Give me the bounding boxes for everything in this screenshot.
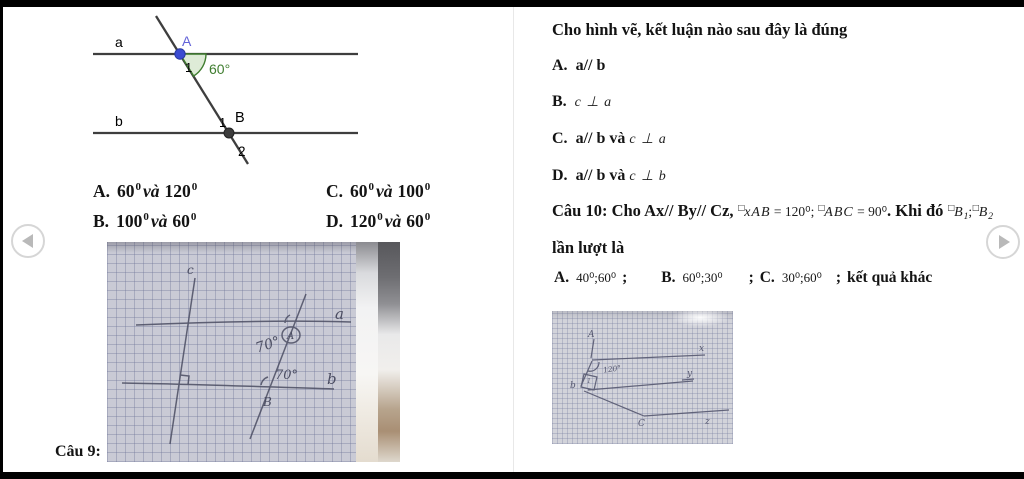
line-a-label: a <box>115 34 123 50</box>
option-conjunction: và <box>150 211 168 231</box>
choice-a <box>552 57 605 75</box>
chevron-left-icon <box>22 234 33 248</box>
angle-60-label: 60° <box>209 61 231 77</box>
drawn-segment-BC <box>584 391 644 416</box>
option-label: B. <box>93 211 110 231</box>
drawn-angle-120: 120° <box>602 363 622 375</box>
superscript-zero: 0 <box>424 211 431 223</box>
q10-option-a-value: 40⁰;60⁰ <box>576 270 617 285</box>
answer-options-grid <box>93 172 488 232</box>
math-B1: B <box>954 205 964 220</box>
point-A-label: A <box>182 33 192 49</box>
hand-drawn-figure <box>107 242 378 462</box>
drawn-label-C: C <box>638 419 645 429</box>
column-divider <box>513 7 514 472</box>
answer-option-c <box>326 172 488 202</box>
q10-option-other: kết quả khác <box>847 269 933 286</box>
angle-1-at-A-label: 1 <box>185 60 193 75</box>
drawn-line-c <box>170 278 195 444</box>
bottom-letterbox-bar <box>0 472 1024 479</box>
drawn-label-B: B <box>263 395 272 409</box>
q10-option-c-value: 30⁰;60⁰ <box>781 270 822 285</box>
option-value-2: 60 <box>406 211 424 231</box>
parallel-lines-diagram <box>85 10 365 172</box>
drawn-label-B: b <box>570 381 576 391</box>
option-value-1: 120 <box>350 211 377 231</box>
option-conjunction: và <box>143 181 160 201</box>
option-conjunction: và <box>384 211 402 231</box>
drawn-label-a: a <box>335 305 344 323</box>
superscript-zero: 0 <box>190 211 197 223</box>
answer-option-b <box>93 202 326 232</box>
drawn-label-b: b <box>327 370 337 388</box>
transversal-line <box>156 16 248 164</box>
drawn-line-a <box>136 321 351 325</box>
question-10-statement <box>552 201 993 222</box>
option-conjunction: và <box>376 181 393 201</box>
chevron-right-icon <box>999 235 1010 249</box>
math-semicolon: ; <box>968 204 973 219</box>
drawn-ray-y <box>588 381 693 390</box>
superscript-zero: 0 <box>135 181 142 193</box>
math-ABC: ABC <box>824 205 854 220</box>
notebook-photo <box>107 242 400 462</box>
line-b-label: b <box>115 113 123 129</box>
math-B1-sub: 1 <box>963 212 969 222</box>
choice-d <box>552 167 667 185</box>
photo-background-blur <box>378 242 400 462</box>
superscript-zero: 0 <box>143 211 149 223</box>
choice-text: a// b và <box>575 130 626 147</box>
angle-hat-mark: □ <box>817 203 826 212</box>
question-10-options <box>554 269 932 287</box>
drawn-label-A: A <box>287 331 295 342</box>
choice-b <box>552 93 612 111</box>
q10-option-c-label: C. <box>759 269 775 286</box>
option-value-2: 60 <box>172 211 190 231</box>
question-title: Cho hình vẽ, kết luận nào sau đây là đúng <box>552 20 848 39</box>
q10-option-b-value: 60⁰;30⁰ <box>682 270 723 285</box>
q10-option-b-label: B. <box>661 269 676 286</box>
hand-drawn-figure-q10 <box>552 311 733 444</box>
choice-label: A. <box>552 57 568 74</box>
separator: ; <box>835 269 842 286</box>
drawn-label-z: z <box>705 417 710 427</box>
choice-math: c ⊥ a <box>574 95 613 110</box>
next-slide-button[interactable] <box>986 225 1020 259</box>
superscript-zero: 0 <box>377 211 383 223</box>
option-value-1: 60 <box>350 181 368 201</box>
angle-hat-mark: □ <box>972 203 980 212</box>
question-10-line2: lần lượt là <box>552 238 625 257</box>
drawn-label-y: y <box>687 369 693 379</box>
question-10-prefix: Câu 10: Cho Ax// By// Cz, <box>552 201 738 220</box>
math-eq-90: = 90⁰ <box>853 204 887 219</box>
top-letterbox-bar <box>0 0 1024 7</box>
drawn-label-A: A <box>588 330 595 340</box>
drawn-square-1: 1 <box>587 378 591 385</box>
option-value-1: 100 <box>116 211 143 231</box>
q10-option-a-label: A. <box>554 269 570 286</box>
separator: ; <box>748 269 754 286</box>
math-B2: B <box>978 205 989 220</box>
drawn-angle-70-at-B: 70° <box>275 368 299 383</box>
option-label: C. <box>326 181 344 201</box>
option-value-1: 60 <box>117 181 135 201</box>
angle-2-at-B-label: 2 <box>238 144 246 159</box>
choice-math: c ⊥ b <box>629 169 667 184</box>
option-value-2: 120 <box>164 181 191 201</box>
graph-paper-photo <box>552 311 733 444</box>
separator: ; <box>622 269 628 286</box>
superscript-zero: 0 <box>368 181 375 193</box>
option-label: D. <box>326 211 344 231</box>
drawn-label-c: c <box>187 263 194 277</box>
drawn-angle-70-at-A: 70° <box>253 333 283 357</box>
previous-slide-button[interactable] <box>11 224 45 258</box>
question-10-middle: . Khi đó <box>887 201 948 220</box>
superscript-zero: 0 <box>424 181 431 193</box>
choice-label: B. <box>552 93 567 110</box>
math-B2-sub: 2 <box>988 212 994 222</box>
drawn-point-A-tick <box>591 339 594 358</box>
choice-label: D. <box>552 167 568 184</box>
choice-label: C. <box>552 130 568 147</box>
angle-1-at-B-label: 1 <box>219 115 227 130</box>
point-A-dot <box>175 49 185 59</box>
math-eq-120: = 120⁰; <box>770 204 818 219</box>
left-letterbox-edge <box>0 0 3 479</box>
choice-math: c ⊥ a <box>629 132 667 147</box>
option-label: A. <box>93 181 111 201</box>
superscript-zero: 0 <box>191 181 198 193</box>
choice-text: a// b <box>575 57 606 74</box>
drawn-y-underline <box>682 379 694 380</box>
angle-hat-mark: □ <box>947 203 956 212</box>
drawn-ray-x <box>592 355 705 360</box>
choice-text: a// b và <box>575 167 626 184</box>
drawn-transversal <box>250 294 306 439</box>
answer-option-a <box>93 172 326 202</box>
choice-c <box>552 130 667 148</box>
answer-option-d <box>326 202 488 232</box>
question-9-label: Câu 9: <box>55 443 101 460</box>
drawn-line-b <box>122 383 334 389</box>
point-B-label: B <box>235 110 245 126</box>
option-value-2: 100 <box>397 181 424 201</box>
drawn-ray-z <box>644 410 729 416</box>
angle-hat-mark: □ <box>737 203 746 212</box>
angle-arc-at-B <box>261 377 268 385</box>
drawn-label-x: x <box>699 344 705 354</box>
math-xAB: xAB <box>744 205 771 220</box>
